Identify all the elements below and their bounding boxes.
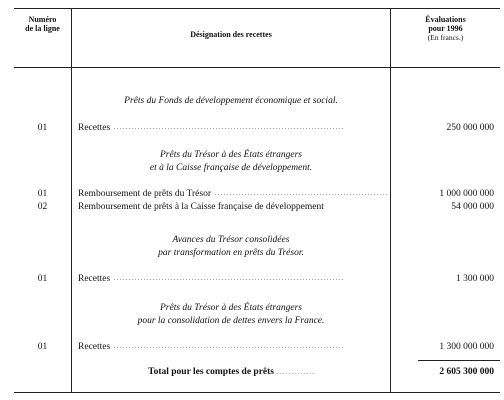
- row-designation: [78, 188, 388, 201]
- header-eval-unit: (En francs.): [427, 33, 464, 42]
- row-numero: 01: [37, 189, 48, 199]
- row-designation: [78, 201, 388, 213]
- row-designation: [78, 273, 388, 286]
- row-designation-text: Remboursement de prêts à la Caisse française de développement: [78, 202, 324, 212]
- total-label: [72, 366, 390, 379]
- header-numero-line2: de la ligne: [25, 24, 60, 33]
- total-label-text: Total pour les comptes de prêts: [148, 367, 274, 377]
- row-numero: 01: [37, 342, 48, 352]
- row-designation: [78, 122, 388, 135]
- section-title: [72, 95, 390, 108]
- row-designation: [78, 341, 388, 354]
- row-designation-text: Recettes: [78, 342, 111, 352]
- total-leader: . . . . . . . . . . . . .: [276, 370, 314, 376]
- header-designation: Désignation des recettes: [190, 30, 272, 39]
- section-title-line2: par transformation en prêts du Trésor.: [158, 248, 304, 258]
- row-evaluation: 1 000 000 000: [439, 189, 494, 199]
- total-rule: [418, 360, 500, 361]
- section-title: [72, 302, 390, 328]
- row-designation-text: Recettes: [78, 274, 111, 284]
- table-bottom-rule: [14, 392, 500, 393]
- section-title: [72, 234, 390, 260]
- header-numero: [14, 15, 71, 33]
- row-evaluation: 1 300 000 000: [439, 342, 494, 352]
- section-title-line2: pour la consolidation de dettes envers la France.: [137, 316, 325, 326]
- table-header-rule: [14, 67, 500, 68]
- section-title-line2: et à la Caisse française de développement.: [149, 163, 313, 173]
- section-title: [72, 149, 390, 175]
- column-divider-1: [71, 8, 72, 392]
- section-title-line1: Prêts du Trésor à des États étrangers: [160, 150, 302, 160]
- header-evaluation: [391, 15, 500, 42]
- row-numero: 02: [37, 202, 48, 212]
- column-divider-2: [390, 8, 391, 392]
- row-evaluation: 250 000 000: [446, 123, 494, 133]
- header-eval-line1: Évaluations: [425, 15, 466, 24]
- section-title-line1: Prêts du Fonds de développement économique et social.: [124, 96, 338, 106]
- row-numero: 01: [37, 274, 48, 284]
- total-evaluation: 2 605 300 000: [439, 367, 494, 377]
- section-title-line1: Avances du Trésor consolidées: [172, 235, 290, 245]
- header-eval-line2: pour 1996: [428, 24, 463, 33]
- row-evaluation: 54 000 000: [451, 202, 494, 212]
- header-numero-line1: Numéro: [28, 15, 57, 24]
- section-title-line1: Prêts du Trésor à des États étrangers: [160, 303, 302, 313]
- row-evaluation: 1 300 000: [456, 274, 494, 284]
- table-top-rule: [14, 8, 500, 9]
- row-designation-text: Recettes: [78, 123, 111, 133]
- row-numero: 01: [37, 123, 48, 133]
- row-designation-text: Remboursement de prêts du Trésor: [78, 189, 211, 199]
